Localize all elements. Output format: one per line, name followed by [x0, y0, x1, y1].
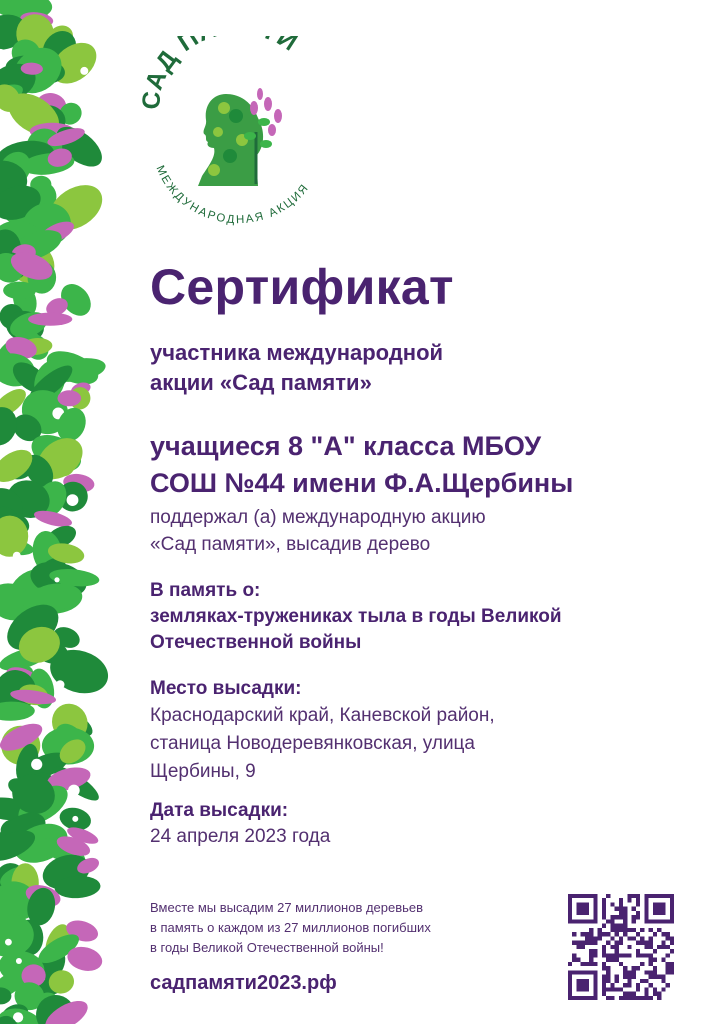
logo-tagline: МЕЖДУНАРОДНАЯ АКЦИЯ [153, 163, 312, 226]
supported-line: «Сад памяти», высадив дерево [150, 534, 431, 555]
gap-shape [72, 816, 78, 822]
gap-shape [87, 599, 98, 610]
supported-line: поддержал (а) международную акцию [150, 507, 486, 528]
place-line: Краснодарский край, Каневской район, [150, 705, 495, 726]
gap-shape [67, 494, 79, 506]
gap-shape [5, 939, 12, 946]
gap-shape [0, 49, 5, 58]
qr-code-icon[interactable] [568, 894, 674, 1000]
footer-message [150, 898, 431, 958]
subtitle-line: участника международной [150, 340, 444, 365]
gap-shape [31, 759, 42, 770]
petal-shape [58, 390, 82, 406]
website-link[interactable]: садпамяти2023.рф [150, 972, 337, 994]
participant-line: СОШ №44 имени Ф.А.Щербины [150, 468, 574, 498]
supported-text [150, 504, 486, 558]
memory-line: Отечественной войны [150, 632, 362, 653]
planting-place-label: Место высадки: [150, 678, 302, 699]
gap-shape [55, 282, 59, 286]
leaf-shape [3, 282, 36, 300]
subtitle-line: акции «Сад памяти» [150, 370, 372, 395]
petal-shape [28, 313, 72, 326]
gap-shape [93, 991, 102, 1000]
certificate-subtitle [150, 338, 443, 398]
planting-date-value: 24 апреля 2023 года [150, 826, 331, 847]
memory-value [150, 604, 562, 656]
garden-memory-logo [138, 36, 334, 226]
gap-shape [13, 552, 21, 560]
participant-name [150, 428, 573, 502]
place-line: станица Новодеревянковская, улица [150, 733, 476, 754]
planting-date-label: Дата высадки: [150, 800, 289, 821]
footer-line: Вместе мы высадим 27 миллионов деревьев [150, 900, 424, 915]
profile-with-tree-icon [198, 88, 282, 186]
gap-shape [80, 67, 88, 75]
certificate-title: Сертификат [150, 259, 454, 315]
footer-line: в память о каждом из 27 миллионов погибших [150, 920, 431, 935]
participant-line: учащиеся 8 "А" класса МБОУ [150, 431, 542, 461]
memory-label: В память о: [150, 580, 261, 601]
logo-name: САД П И [138, 36, 304, 111]
memory-line: земляках-тружениках тыла в годы Великой [150, 606, 562, 627]
footer-line: в годы Великой Отечественной войны! [150, 940, 384, 955]
gap-shape [68, 785, 80, 797]
gap-shape [54, 577, 59, 582]
gap-shape [16, 958, 22, 964]
planting-place-value [150, 702, 495, 786]
gap-shape [56, 680, 65, 689]
place-line: Щербины, 9 [150, 761, 256, 782]
floral-border-icon [0, 0, 110, 1024]
